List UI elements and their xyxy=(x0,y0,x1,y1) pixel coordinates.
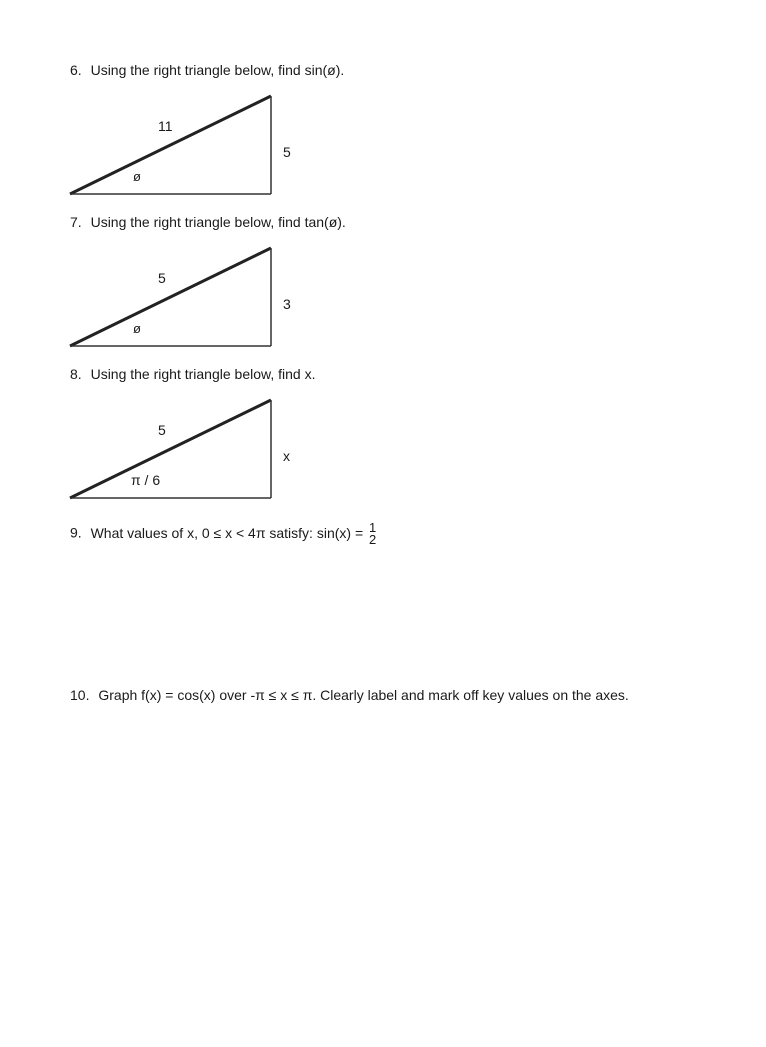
triangle-8 xyxy=(68,398,290,502)
angle-label: ø xyxy=(133,169,141,184)
question-number: 8. xyxy=(70,366,82,382)
triangle-7 xyxy=(68,246,291,350)
hypotenuse-label: 11 xyxy=(158,118,173,134)
question-9 xyxy=(70,522,376,546)
right-triangle-figure xyxy=(68,246,278,350)
question-number: 7. xyxy=(70,214,82,230)
fraction-numerator: 1 xyxy=(369,520,377,535)
fraction xyxy=(369,522,376,546)
hypotenuse-label: 5 xyxy=(158,270,166,286)
question-8 xyxy=(70,366,315,382)
opposite-label: 5 xyxy=(283,144,291,160)
hypotenuse-label: 5 xyxy=(158,422,166,438)
question-text: What values of x, 0 ≤ x < 4π satisfy: sin(x) = xyxy=(90,524,364,541)
right-triangle-figure xyxy=(68,94,278,198)
question-number: 9. xyxy=(70,524,82,541)
opposite-label: x xyxy=(283,448,290,464)
angle-label: π / 6 xyxy=(131,472,161,488)
question-number: 10. xyxy=(70,687,90,703)
question-text: Graph f(x) = cos(x) over -π ≤ x ≤ π. Clearly label and mark off key values on the axes. xyxy=(98,687,629,703)
triangle-6 xyxy=(68,94,291,198)
opposite-label: 3 xyxy=(283,296,291,312)
question-10 xyxy=(70,687,629,703)
question-text: Using the right triangle below, find tan(ø). xyxy=(90,214,346,230)
angle-label: ø xyxy=(133,321,141,336)
right-triangle-figure xyxy=(68,398,278,502)
question-6 xyxy=(70,62,344,78)
question-number: 6. xyxy=(70,62,82,78)
fraction-denominator: 2 xyxy=(369,532,377,547)
question-text: Using the right triangle below, find x. xyxy=(90,366,316,382)
question-7 xyxy=(70,214,346,230)
question-text: Using the right triangle below, find sin(ø). xyxy=(90,62,345,78)
